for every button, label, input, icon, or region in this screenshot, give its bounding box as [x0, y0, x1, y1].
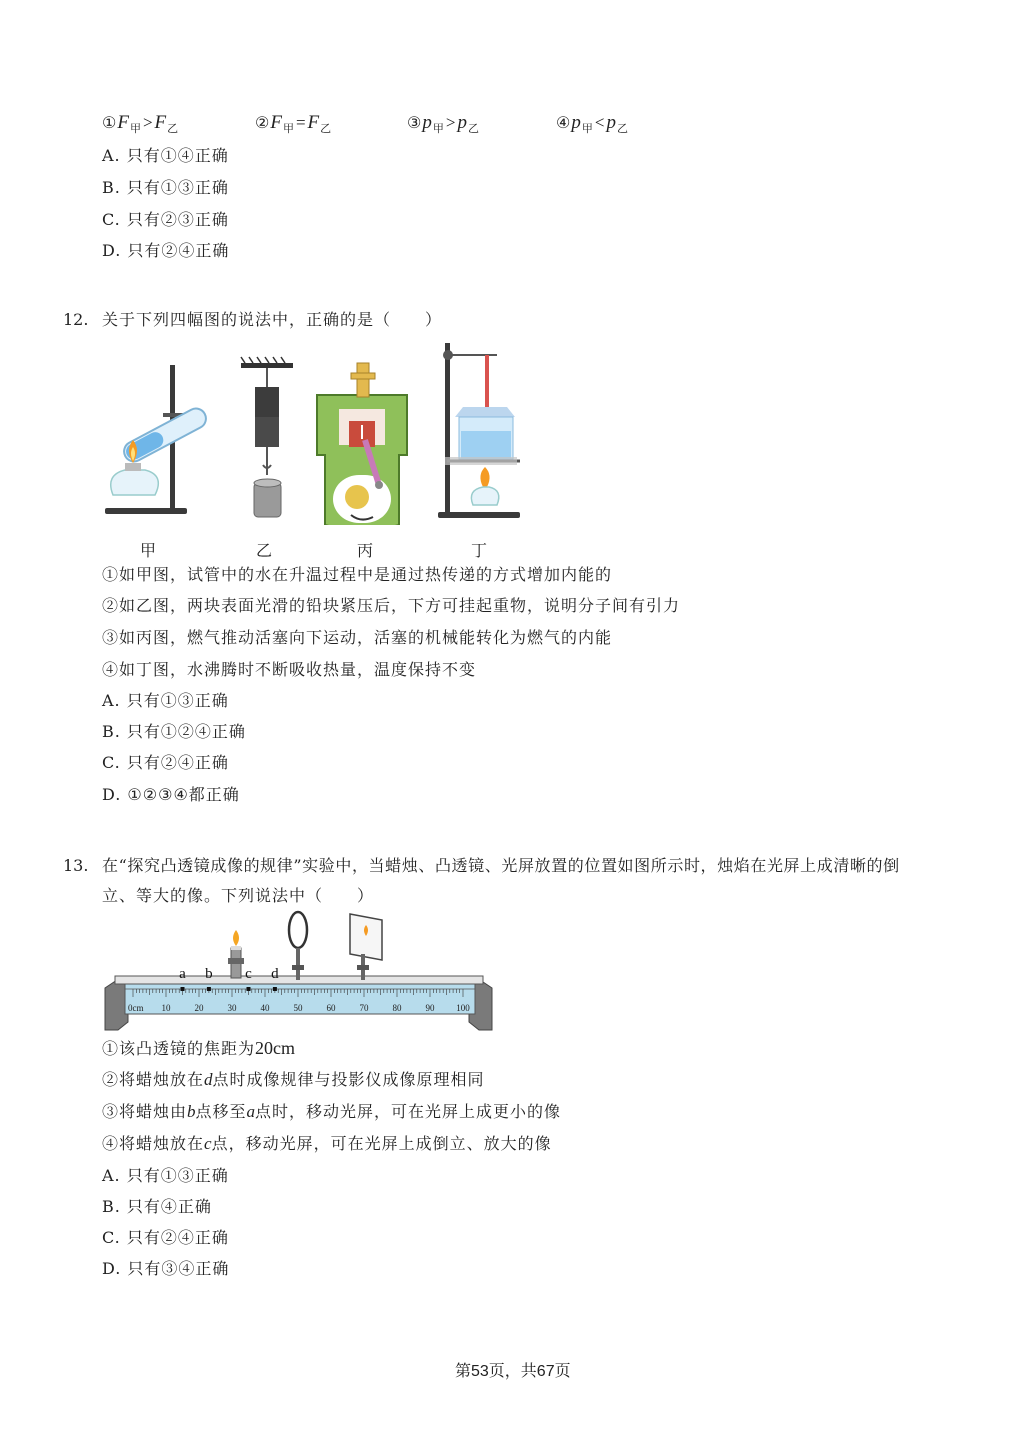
q12-option-c[interactable]: C. 只有②④正确: [102, 753, 229, 772]
q11-option-c[interactable]: C. 只有②③正确: [102, 210, 229, 229]
q12-caption-ding: 丁: [471, 541, 488, 560]
q12-option-b[interactable]: B. 只有①②④正确: [102, 722, 246, 741]
figure-ding-boiling-water: [438, 343, 520, 518]
q12-statement-2: ②如乙图，两块表面光滑的铅块紧压后，下方可挂起重物，说明分子间有引力: [102, 596, 681, 615]
q11-statement-1: $①F_甲 > F_乙$: [102, 112, 179, 135]
point-mark-b: [207, 987, 211, 991]
q11-statement-4: $④p_甲 < p_乙$: [556, 112, 628, 135]
scale-label: 100: [456, 1003, 470, 1013]
q13-stem-line2: 立、等大的像。下列说法中（ ）: [102, 886, 375, 905]
q12-option-a[interactable]: A. 只有①③正确: [102, 691, 229, 710]
q12-caption-jia: 甲: [140, 541, 157, 560]
point-label-c: c: [245, 966, 252, 982]
q11-statement-2: $②F_甲 = F_乙$: [255, 112, 332, 135]
q12-caption-yi: 乙: [256, 541, 273, 560]
q12-number: 12.: [63, 310, 89, 329]
scale-label: 80: [392, 1003, 402, 1013]
q13-statement-3: ③将蜡烛由b点移至a点时，移动光屏，可在光屏上成更小的像: [102, 1102, 562, 1121]
q13-statement-4: ④将蜡烛放在c点，移动光屏，可在光屏上成倒立、放大的像: [102, 1134, 552, 1153]
scale-label: 10: [161, 1003, 171, 1013]
point-mark-a: [181, 987, 185, 991]
figure-jia-test-tube-heating: [105, 365, 209, 514]
q13-statement-2: ②将蜡烛放在d点时成像规律与投影仪成像原理相同: [102, 1070, 485, 1089]
point-label-d: d: [271, 966, 279, 982]
q11-option-b[interactable]: B. 只有①③正确: [102, 178, 229, 197]
q11-option-d[interactable]: D. 只有②④正确: [102, 241, 230, 260]
q13-option-b[interactable]: B. 只有④正确: [102, 1197, 212, 1216]
scale-label: 40: [260, 1003, 270, 1013]
q13-option-c[interactable]: C. 只有②④正确: [102, 1228, 229, 1247]
optical-bench-figure: [100, 910, 500, 1035]
q12-statement-1: ①如甲图，试管中的水在升温过程中是通过热传递的方式增加内能的: [102, 565, 613, 584]
scale-label-unit: 0cm: [128, 1003, 144, 1013]
scale-label: 20: [194, 1003, 204, 1013]
scale-label: 90: [425, 1003, 435, 1013]
q13-statement-1: ①该凸透镜的焦距为20cm: [102, 1038, 296, 1058]
q13-stem-line1: 在“探究凸透镜成像的规律”实验中，当蜡烛、凸透镜、光屏放置的位置如图所示时，烛焰在光屏上成清晰的倒: [102, 856, 900, 875]
q13-number: 13.: [63, 856, 89, 875]
light-screen: [350, 914, 382, 980]
scale-label: 70: [359, 1003, 369, 1013]
convex-lens: [289, 912, 307, 980]
focal-length-value: 20cm: [255, 1038, 296, 1058]
candle: [228, 930, 244, 978]
q12-option-d[interactable]: D. ①②③④都正确: [102, 785, 240, 804]
scale-label: 60: [326, 1003, 336, 1013]
figure-yi-lead-blocks: [241, 357, 293, 517]
q12-caption-bing: 丙: [357, 541, 374, 560]
q13-option-d[interactable]: D. 只有③④正确: [102, 1259, 230, 1278]
q12-statement-4: ④如丁图，水沸腾时不断吸收热量，温度保持不变: [102, 660, 477, 679]
q13-option-a[interactable]: A. 只有①③正确: [102, 1166, 229, 1185]
q11-option-a[interactable]: A. 只有①④正确: [102, 146, 229, 165]
figure-bing-engine: [317, 363, 407, 525]
page-footer: 第53页，共67页: [455, 1363, 571, 1380]
q12-statement-3: ③如丙图，燃气推动活塞向下运动，活塞的机械能转化为燃气的内能: [102, 628, 613, 647]
scale-label: 50: [293, 1003, 303, 1013]
q12-stem: 关于下列四幅图的说法中，正确的是（ ）: [102, 310, 443, 329]
q12-figures: [95, 335, 535, 525]
point-mark-d: [273, 987, 277, 991]
scale-label: 30: [227, 1003, 237, 1013]
point-mark-c: [247, 987, 251, 991]
point-label-b: b: [205, 966, 213, 982]
point-label-a: a: [179, 966, 186, 982]
q11-statement-3: $③p_甲 > p_乙$: [407, 112, 479, 135]
